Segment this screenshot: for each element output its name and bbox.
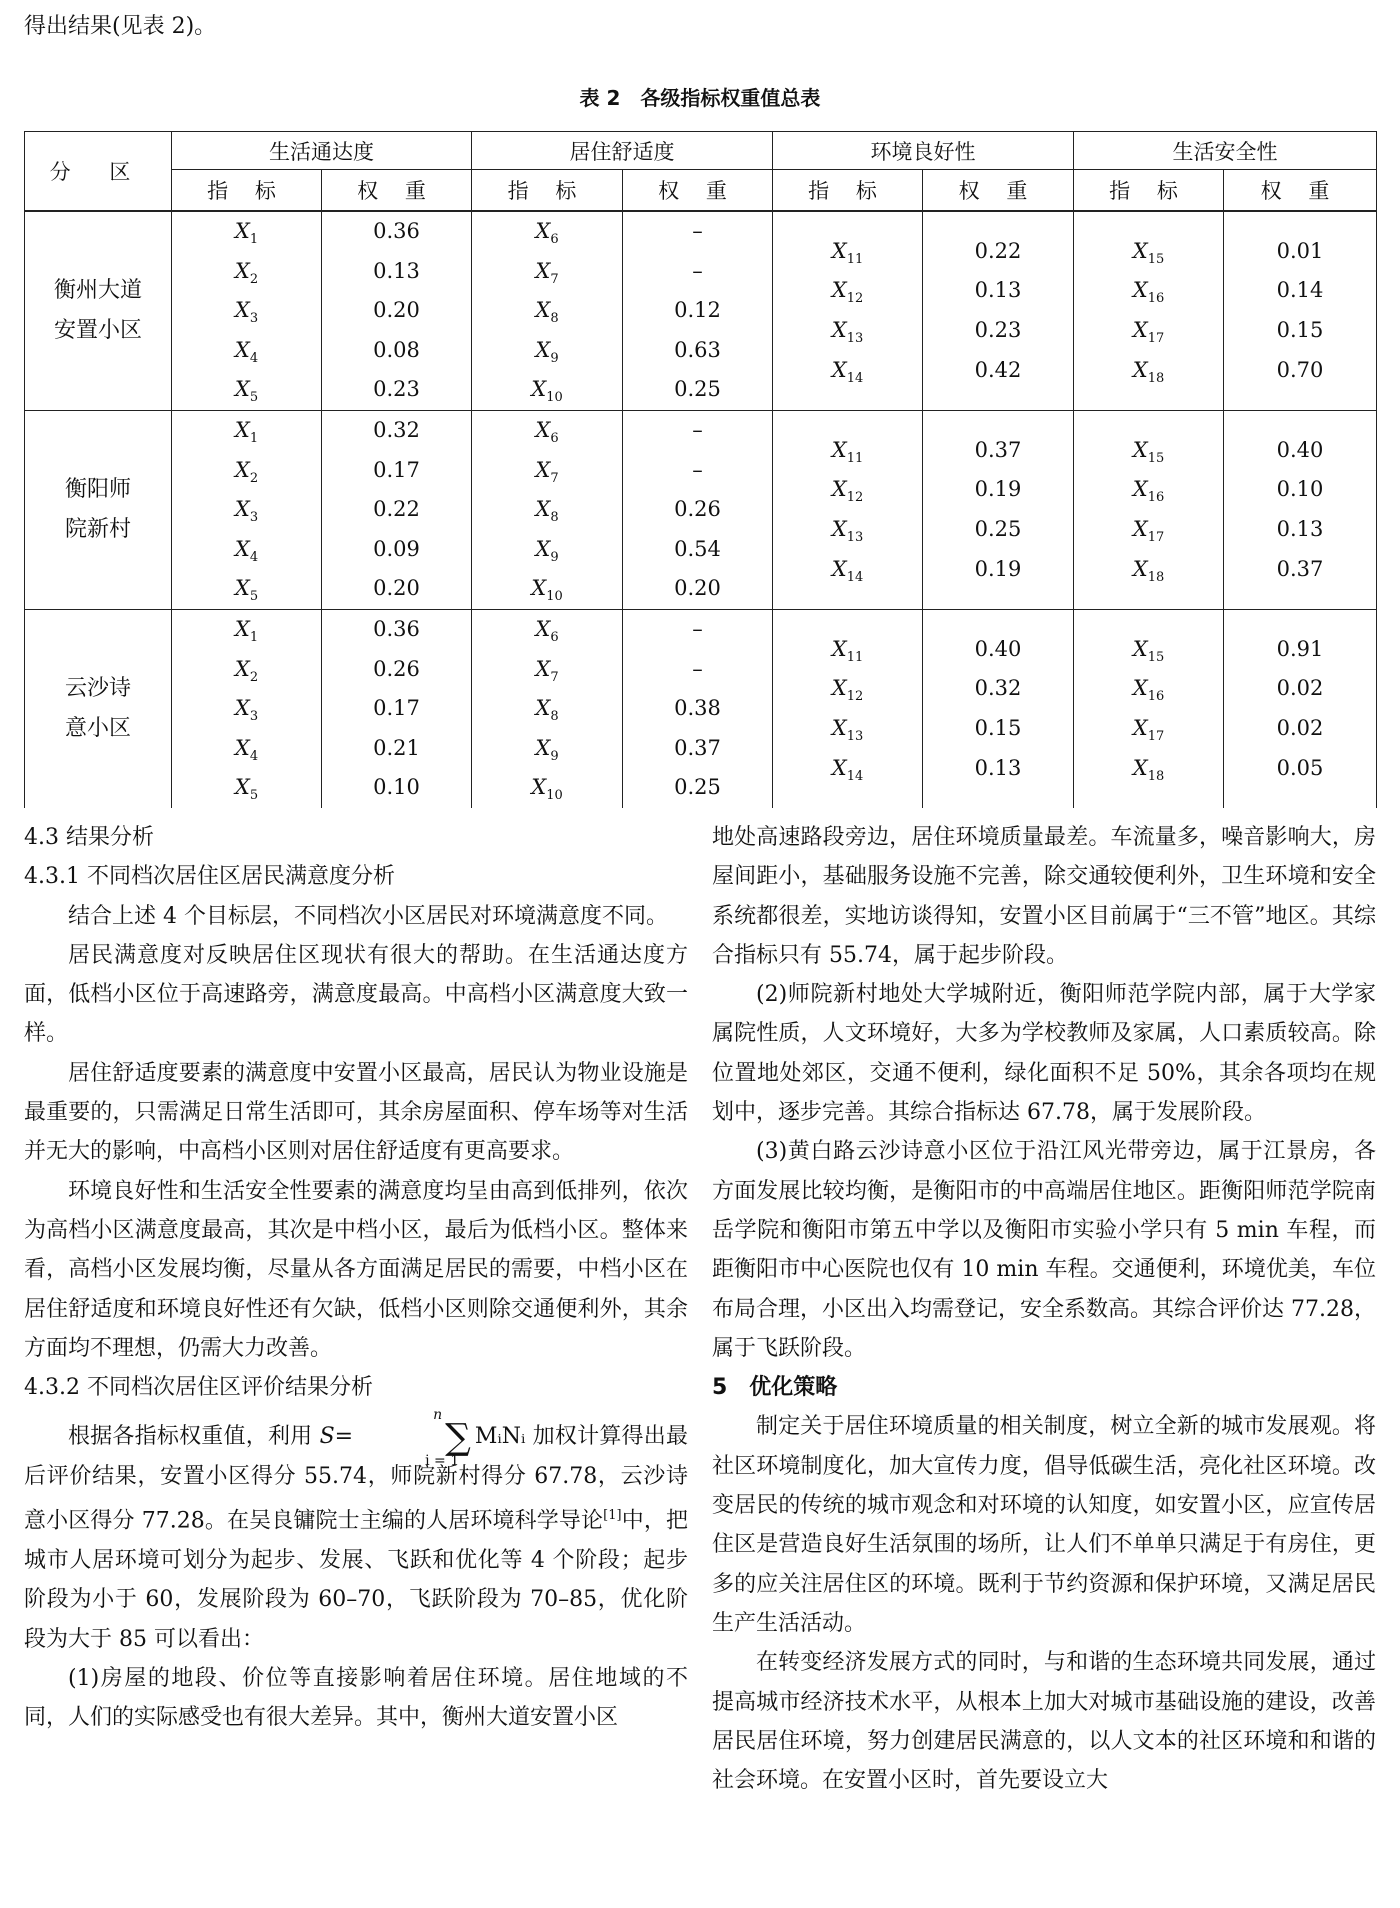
indicator-label: $X_4$	[234, 536, 259, 565]
weight-header: 权 重	[1224, 170, 1377, 212]
indicator-label: $X_{10}$	[531, 377, 563, 406]
zone-name-line: 衡阳师	[64, 477, 131, 502]
weight-value: 0.09	[373, 536, 420, 561]
zone-name	[25, 411, 172, 610]
indicator-header: 指 标	[773, 170, 923, 212]
indicator-label: $X_4$	[234, 735, 259, 764]
indicator-cell	[773, 610, 923, 809]
paragraph-text: 中，把城市人居环境可划分为起步、发展、飞跃和优化等 4 个阶段；起步阶段为小于 60，发展阶段为 60–70，飞跃阶段为 70–85，优化阶段为大于 85 可以看出：	[24, 1508, 688, 1652]
paragraph: 在转变经济发展方式的同时，与和谐的生态环境共同发展，通过提高城市经济技术水平，从根本上加大对城市基础设施的建设，改善居民居住环境，努力创建居民满意的，以人文本的社区环境和和谐的社会环境。在安置小区时，首先要设立大	[712, 1650, 1376, 1794]
weight-header: 权 重	[923, 170, 1074, 212]
weight-value: 0.13	[1276, 517, 1324, 541]
paragraph: 环境良好性和生活安全性要素的满意度均呈由高到低排列，依次为高档小区满意度最高，其次是中档小区，最后为低档小区。整体来看，高档小区发展均衡，尽量从各方面满足居民的需要，中档小区在居住舒适度和环境良好性还有欠缺，低档小区则除交通便利外，其余方面均不理想，仍需大力改善。	[24, 1178, 688, 1361]
indicator-header: 指 标	[172, 170, 322, 212]
intro-line: 得出结果(见表 2)。	[24, 14, 217, 39]
indicator-label: $X_{14}$	[831, 556, 864, 585]
weight-cell	[1224, 610, 1377, 809]
table-row	[25, 411, 1377, 610]
weight-value: 0.17	[373, 696, 420, 721]
weight-value: –	[692, 219, 703, 244]
weight-cell	[623, 411, 773, 610]
weight-value: 0.05	[1276, 755, 1324, 780]
weight-value: 0.13	[974, 278, 1022, 303]
left-column	[24, 818, 688, 1738]
zone-name-line: 安置小区	[53, 318, 142, 343]
weight-value: –	[692, 457, 703, 482]
section-heading: 5 优化策略	[712, 1375, 838, 1401]
weight-value: 0.40	[974, 636, 1022, 661]
paragraph: (1)房屋的地段、价位等直接影响着居住环境。居住地域的不同，人们的实际感受也有很大差异。其中，衡州大道安置小区	[24, 1665, 688, 1731]
weight-value: 0.10	[1276, 477, 1324, 502]
weight-value: 0.13	[373, 258, 420, 283]
indicator-label: $X_{12}$	[831, 278, 864, 307]
sum-formula	[357, 1406, 471, 1469]
weight-value: 0.26	[674, 497, 721, 522]
indicator-label: $X_9$	[535, 735, 559, 764]
weight-value: 0.20	[373, 576, 420, 601]
indicator-cell	[472, 610, 623, 809]
zone-name-line: 衡州大道	[53, 278, 142, 303]
weight-value: 0.22	[373, 497, 420, 522]
weight-value: 0.22	[974, 238, 1022, 263]
indicator-label: $X_1$	[234, 418, 259, 447]
weight-value: 0.36	[373, 219, 420, 244]
indicator-label: $X_8$	[535, 298, 559, 327]
weight-value: 0.38	[674, 696, 721, 721]
zone-name	[25, 211, 172, 411]
indicator-label: $X_8$	[535, 497, 559, 526]
weight-value: 0.25	[674, 775, 721, 800]
indicator-label: $X_{15}$	[1132, 437, 1165, 466]
indicator-label: $X_{17}$	[1132, 318, 1165, 347]
weight-value: 0.26	[373, 656, 420, 681]
indicator-label: $X_{10}$	[531, 775, 563, 804]
indicator-label: $X_3$	[234, 497, 259, 526]
table-row	[25, 211, 1377, 411]
indicator-label: $X_{13}$	[831, 716, 864, 745]
indicator-label: $X_{14}$	[831, 755, 864, 784]
weight-value: 0.08	[373, 337, 420, 362]
weight-value: 0.19	[974, 477, 1022, 502]
indicator-label: $X_1$	[234, 219, 259, 248]
table-caption: 表 2 各级指标权重值总表	[579, 86, 821, 110]
indicator-label: $X_6$	[535, 219, 559, 248]
indicator-label: $X_{17}$	[1132, 716, 1165, 745]
formula-upper: n	[433, 1406, 443, 1423]
indicator-label: $X_7$	[535, 457, 559, 486]
indicator-label: $X_5$	[234, 377, 259, 406]
indicator-cell	[172, 610, 322, 809]
paragraph: 地处高速路段旁边，居住环境质量最差。车流量多，噪音影响大，房屋间距小，基础服务设施不完善，除交通较便利外，卫生环境和安全系统都很差，实地访谈得知，安置小区目前属于“三不管”地区。其综合指标只有 55.74，属于起步阶段。	[712, 825, 1376, 968]
indicator-label: $X_{11}$	[831, 437, 864, 466]
weight-value: –	[692, 656, 703, 681]
subsection-heading: 4.3.1 不同档次居住区居民满意度分析	[24, 864, 395, 890]
weight-value: 0.36	[373, 617, 420, 642]
section-heading: 4.3 结果分析	[24, 825, 154, 850]
weight-value: 0.42	[974, 357, 1022, 382]
weight-value: 0.37	[674, 735, 721, 760]
indicator-label: $X_{11}$	[831, 238, 864, 267]
indicator-label: $X_{18}$	[1132, 556, 1165, 585]
paragraph: 结合上述 4 个目标层，不同档次小区居民对环境满意度不同。	[68, 903, 668, 929]
weight-cell	[1224, 211, 1377, 411]
weight-value: 0.91	[1276, 636, 1324, 661]
subsection-heading: 4.3.2 不同档次居住区评价结果分析	[24, 1375, 373, 1401]
indicator-label: $X_7$	[535, 258, 559, 287]
category-header: 生活安全性	[1074, 132, 1377, 170]
weight-value: 0.40	[1276, 437, 1324, 462]
weight-value: 0.15	[974, 716, 1022, 740]
indicator-label: $X_{18}$	[1132, 357, 1165, 386]
weight-value: 0.14	[1276, 278, 1324, 303]
weight-value: –	[692, 258, 703, 283]
weight-value: 0.02	[1276, 676, 1324, 701]
weight-value: 0.23	[974, 318, 1022, 342]
weight-value: –	[692, 418, 703, 443]
paragraph-text: 根据各指标权重值，利用	[68, 1424, 320, 1450]
category-header: 生活通达度	[172, 132, 472, 170]
formula-lower: i = 1	[425, 1452, 460, 1469]
indicator-header: 指 标	[1074, 170, 1224, 212]
indicator-cell	[472, 211, 623, 411]
sigma-symbol: ∑	[445, 1416, 471, 1458]
weight-value: 0.25	[674, 377, 721, 402]
indicator-label: $X_{18}$	[1132, 755, 1165, 784]
indicator-cell	[472, 411, 623, 610]
indicator-label: $X_{14}$	[831, 357, 864, 386]
weight-value: 0.13	[974, 755, 1022, 780]
indicator-label: $X_{16}$	[1132, 676, 1165, 705]
indicator-cell	[773, 411, 923, 610]
indicator-label: $X_6$	[535, 418, 559, 447]
indicator-label: $X_{15}$	[1132, 636, 1165, 665]
weight-value: 0.70	[1276, 357, 1324, 382]
weight-header: 权 重	[623, 170, 773, 212]
indicator-label: $X_8$	[535, 696, 559, 725]
indicator-label: $X_6$	[535, 617, 559, 646]
indicator-label: $X_5$	[234, 576, 259, 605]
paragraph: 居住舒适度要素的满意度中安置小区最高，居民认为物业设施是最重要的，只需满足日常生活即可，其余房屋面积、停车场等对生活并无大的影响，中高档小区则对居住舒适度有更高要求。	[24, 1060, 688, 1165]
weights-table	[24, 131, 1377, 808]
indicator-cell	[1074, 610, 1224, 809]
indicator-label: $X_{13}$	[831, 517, 864, 546]
indicator-label: $X_{13}$	[831, 318, 864, 347]
formula-lhs: S=	[319, 1424, 354, 1450]
weight-value: 0.63	[674, 337, 721, 362]
weight-cell	[322, 411, 472, 610]
indicator-label: $X_9$	[535, 536, 559, 565]
weight-header: 权 重	[322, 170, 472, 212]
indicator-label: $X_{17}$	[1132, 517, 1165, 546]
weight-value: 0.01	[1276, 238, 1324, 263]
weight-value: 0.20	[674, 576, 721, 601]
indicator-label: $X_{12}$	[831, 477, 864, 506]
paragraph-text: 加权计算得出最后评价结果，安置小区得分 55.74，师院新村得分 67.78，云沙诗意小区得分 77.28。在吴良镛院士主编的人居环境科学导论	[24, 1424, 688, 1534]
right-column	[712, 818, 1376, 1800]
category-header: 居住舒适度	[472, 132, 773, 170]
table-row	[25, 610, 1377, 809]
weight-value: 0.54	[674, 536, 721, 561]
indicator-label: $X_{16}$	[1132, 477, 1165, 506]
weight-value: 0.02	[1276, 716, 1324, 740]
citation-ref: [1]	[603, 1508, 622, 1524]
indicator-label: $X_4$	[234, 337, 259, 366]
indicator-label: $X_{15}$	[1132, 238, 1165, 267]
indicator-label: $X_3$	[234, 696, 259, 725]
weight-value: 0.37	[974, 437, 1022, 462]
weight-cell	[623, 211, 773, 411]
weight-value: 0.25	[974, 517, 1022, 541]
indicator-label: $X_9$	[535, 337, 559, 366]
weight-value: 0.12	[674, 298, 721, 323]
indicator-label: $X_7$	[535, 656, 559, 685]
indicator-cell	[773, 211, 923, 411]
weight-cell	[923, 211, 1074, 411]
weight-cell	[623, 610, 773, 809]
weight-value: 0.17	[373, 457, 420, 482]
indicator-label: $X_2$	[234, 457, 259, 486]
zone-name	[25, 610, 172, 809]
weight-cell	[923, 610, 1074, 809]
indicator-label: $X_{12}$	[831, 676, 864, 705]
paragraph: 制定关于居住环境质量的相关制度，树立全新的城市发展观。将社区环境制度化，加大宣传力度，倡导低碳生活，亮化社区环境。改变居民的传统的城市观念和对环境的认知度，如安置小区，应宣传居住区是营造良好生活氛围的场所，让人们不单单只满足于有房住，更多的应关注居住区的环境。既利于节约资源和保护环境，又满足居民生产生活活动。	[712, 1414, 1376, 1636]
indicator-label: $X_{10}$	[531, 576, 563, 605]
indicator-label: $X_{11}$	[831, 636, 864, 665]
weight-value: 0.19	[974, 556, 1022, 581]
weight-value: 0.32	[373, 418, 420, 443]
weight-value: 0.21	[373, 735, 420, 760]
weight-cell	[322, 610, 472, 809]
weight-cell	[322, 211, 472, 411]
weight-value: 0.23	[373, 377, 420, 402]
indicator-label: $X_2$	[234, 258, 259, 287]
indicator-label: $X_{16}$	[1132, 278, 1165, 307]
weight-cell	[923, 411, 1074, 610]
indicator-label: $X_2$	[234, 656, 259, 685]
paragraph-formula	[24, 1406, 688, 1658]
indicator-cell	[172, 211, 322, 411]
indicator-header: 指 标	[472, 170, 623, 212]
paragraph: (3)黄白路云沙诗意小区位于沿江风光带旁边，属于江景房，各方面发展比较均衡，是衡阳市的中高端居住地区。距衡阳师范学院南岳学院和衡阳市第五中学以及衡阳市实验小学只有 5 min 车程，而距衡阳市中心医院也仅有 10 min 车程。交通便利，环境优美，车位布局合理，小区出入均需登记，安全系数高。其综合评价达 77.28，属于飞跃阶段。	[712, 1139, 1376, 1361]
weight-value: 0.32	[974, 676, 1022, 701]
zone-name-line: 云沙诗	[64, 676, 131, 701]
paragraph: (2)师院新村地处大学城附近，衡阳师范学院内部，属于大学家属院性质，人文环境好，大多为学校教师及家属，人口素质较高。除位置地处郊区，交通不便利，绿化面积不足 50%，其余各项均在规划中，逐步完善。其综合指标达 67.78，属于发展阶段。	[712, 982, 1376, 1126]
weight-value: –	[692, 617, 703, 642]
paragraph: 居民满意度对反映居住区现状有很大的帮助。在生活通达度方面，低档小区位于高速路旁，满意度最高。中高档小区满意度大致一样。	[24, 942, 688, 1047]
indicator-cell	[1074, 211, 1224, 411]
indicator-label: $X_3$	[234, 298, 259, 327]
zone-name-line: 意小区	[64, 716, 131, 741]
indicator-cell	[1074, 411, 1224, 610]
indicator-cell	[172, 411, 322, 610]
indicator-label: $X_5$	[234, 775, 259, 804]
weight-value: 0.15	[1276, 318, 1324, 342]
indicator-label: $X_1$	[234, 617, 259, 646]
zone-name-line: 院新村	[64, 517, 131, 542]
weight-value: 0.20	[373, 298, 420, 323]
weight-value: 0.10	[373, 775, 420, 800]
weight-cell	[1224, 411, 1377, 610]
zone-header: 分 区	[25, 132, 172, 212]
formula-rhs: MᵢNᵢ	[474, 1424, 526, 1450]
category-header: 环境良好性	[773, 132, 1074, 170]
weight-value: 0.37	[1276, 556, 1324, 581]
